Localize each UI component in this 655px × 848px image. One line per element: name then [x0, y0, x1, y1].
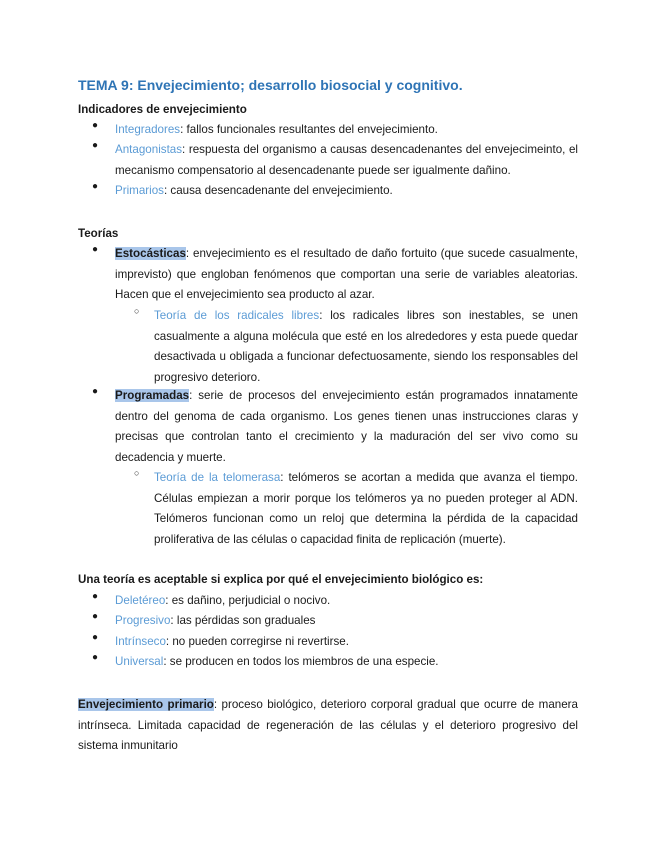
term: Teoría de los radicales libres: [154, 309, 320, 322]
bullet-icon: ●: [92, 386, 99, 397]
bullet-icon: ●: [92, 632, 99, 643]
term: Primarios: [115, 184, 164, 197]
term: Intrínseco: [115, 635, 166, 648]
bullet-icon: ●: [92, 591, 99, 602]
definition: : fallos funcionales resultantes del envejecimiento.: [180, 123, 438, 136]
term: Universal: [115, 655, 164, 668]
definition: : no pueden corregirse ni revertirse.: [165, 635, 349, 648]
definition: : serie de procesos del envejecimiento están programados innatamente dentro del genoma de cada organismo. Los genes tienen unas instrucciones claras y precisas que controlan tanto el crecimiento y la maduración del ser vivo como su decadencia y muerte.: [115, 389, 578, 464]
title-text: TEMA 9: Envejecimiento; desarrollo biosocial y cognitivo: [78, 77, 459, 93]
definition: : las pérdidas son graduales: [170, 614, 316, 627]
term: Antagonistas: [115, 143, 183, 156]
term: Progresivo: [115, 614, 171, 627]
bullet-icon: ●: [92, 181, 99, 192]
circle-bullet-icon: ○: [134, 306, 140, 316]
circle-bullet-icon: ○: [134, 468, 140, 478]
definition: : respuesta del organismo a causas desencadenantes del envejecimeinto, el mecanismo compensatorio al desencadenante puede ser igualmente dañino.: [115, 143, 578, 177]
heading-aceptable: Una teoría es aceptable si explica por qué el envejecimiento biológico es:: [78, 573, 484, 586]
bullet-icon: ●: [92, 244, 99, 255]
highlighted-term: Programadas: [115, 389, 190, 402]
definition: : los radicales libres son inestables, se unen casualmente a alguna molécula que esté en los alrededores y esta puede quedar desactivada u obligada a funcionar defectuosamente, siendo los responsables del progresivo deterioro.: [154, 309, 578, 384]
bullet-icon: ●: [92, 140, 99, 151]
definition: : se producen en todos los miembros de una especie.: [163, 655, 439, 668]
bullet-icon: ●: [92, 652, 99, 663]
definition: : proceso biológico, deterioro corporal gradual que ocurre de manera intrínseca. Limitada capacidad de regeneración de las células y el deterioro progresivo del sistema inmunitario: [78, 698, 578, 752]
paragraph-primario: [78, 695, 578, 757]
title-dot: .: [458, 77, 463, 93]
term: Deletéreo: [115, 594, 166, 607]
definition: : causa desencadenante del envejecimiento.: [163, 184, 393, 197]
term: Teoría de la telomerasa: [154, 471, 281, 484]
definition: : telómeros se acortan a medida que avanza el tiempo. Células empiezan a morir porque los telómeros ya no pueden proteger al ADN. Telómeros funcionan como un reloj que determina la pérdida de la capacidad proliferativa de las células o capacidad finita de replicación (muerte).: [154, 471, 578, 546]
definition: : envejecimiento es el resultado de daño fortuito (que sucede casualmente, imprevisto) que engloban fenómenos que comportan una serie de variables aleatorias. Hacen que el envejecimiento sea producto al azar.: [115, 247, 578, 301]
highlighted-term: Estocásticas: [115, 247, 186, 260]
page-title: [78, 77, 463, 93]
bullet-icon: ●: [92, 611, 99, 622]
definition: : es dañino, perjudicial o nocivo.: [165, 594, 331, 607]
heading-teorias: Teorías: [78, 227, 119, 240]
heading-indicadores: Indicadores de envejecimiento: [78, 103, 247, 116]
bullet-icon: ●: [92, 120, 99, 131]
highlighted-term: Envejecimiento primario: [78, 698, 214, 711]
term: Integradores: [115, 123, 181, 136]
